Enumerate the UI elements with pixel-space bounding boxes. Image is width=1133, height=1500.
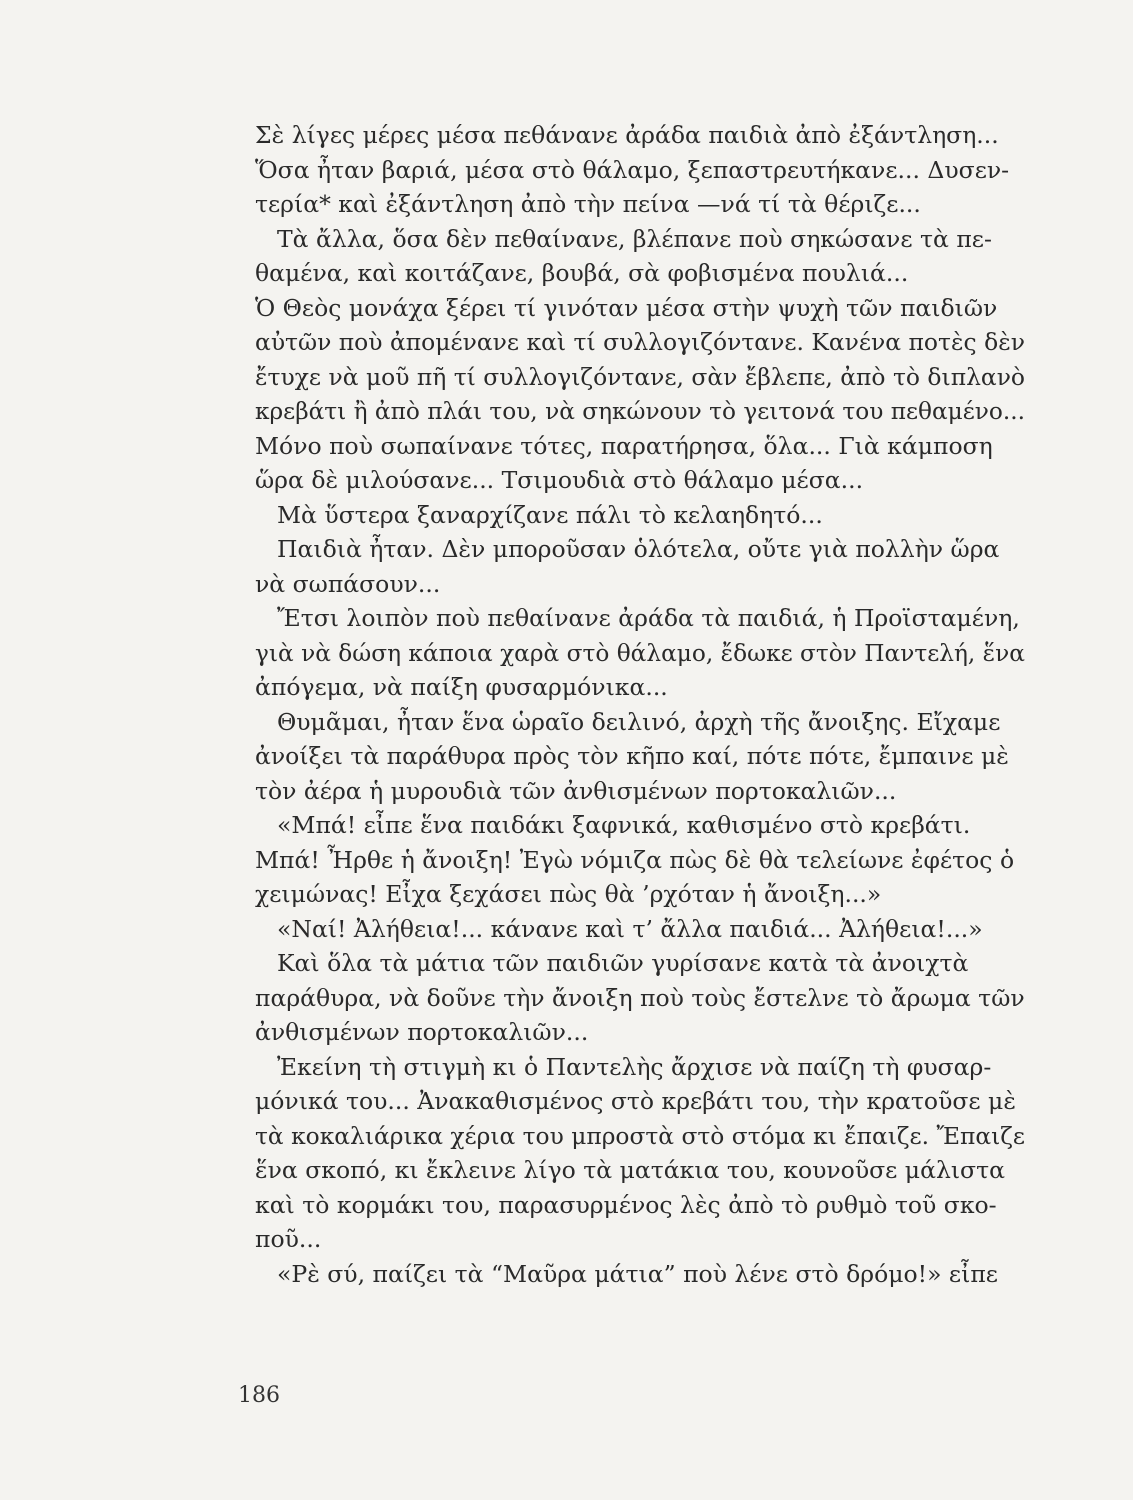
text-line: Θυμᾶμαι, ἦταν ἕνα ὡραῖο δειλινό, ἀρχὴ τῆς ἄνοιξης. Εἴχαμε xyxy=(277,707,1001,736)
text-line: καὶ τὸ κορμάκι του, παρασυρμένος λὲς ἀπὸ τὸ ρυθμὸ τοῦ σκο- xyxy=(255,1190,997,1219)
text-line: «Ρὲ σύ, παίζει τὰ “Μαῦρα μάτια” ποὺ λένε στὸ δρόμο!» εἶπε xyxy=(277,1259,998,1288)
text-line: Ὅσα ἦταν βαριά, μέσα στὸ θάλαμο, ξεπαστρευτήκανε... Δυσεν- xyxy=(255,155,1010,184)
text-line: ἔτυχε νὰ μοῦ πῆ τί συλλογιζόντανε, σὰν ἔβλεπε, ἀπὸ τὸ διπλανὸ xyxy=(255,362,1026,391)
text-line: τὸν ἀέρα ἡ μυρουδιὰ τῶν ἀνθισμένων πορτοκαλιῶν... xyxy=(255,776,897,805)
text-line: μόνικά του... Ἀνακαθισμένος στὸ κρεβάτι του, τὴν κρατοῦσε μὲ xyxy=(255,1087,1016,1115)
text-line: νὰ σωπάσουν... xyxy=(255,569,441,598)
text-line: Μπά! Ἦρθε ἡ ἄνοιξη! Ἐγὼ νόμιζα πὼς δὲ θὰ τελείωνε ἐφέτος ὁ xyxy=(255,845,1015,874)
text-line: χειμώνας! Εἶχα ξεχάσει πὼς θὰ ’ρχόταν ἡ ἄνοιξη...» xyxy=(255,880,882,908)
body-text xyxy=(255,118,1025,1291)
text-line: Ὁ Θεὸς μονάχα ξέρει τί γινόταν μέσα στὴν ψυχὴ τῶν παιδιῶν xyxy=(255,293,998,322)
text-line: ἀνθισμένων πορτοκαλιῶν... xyxy=(255,1018,589,1046)
text-line: Ἔτσι λοιπὸν ποὺ πεθαίνανε ἀράδα τὰ παιδιά, ἡ Προϊσταμένη, xyxy=(277,604,1020,632)
text-line: Ἐκείνη τὴ στιγμὴ κι ὁ Παντελὴς ἄρχισε νὰ παίζη τὴ φυσαρ- xyxy=(277,1052,992,1081)
text-line: «Μπά! εἶπε ἕνα παιδάκι ξαφνικά, καθισμένο στὸ κρεβάτι. xyxy=(277,811,971,839)
page-number: 186 xyxy=(238,1383,280,1408)
text-line: θαμένα, καὶ κοιτάζανε, βουβά, σὰ φοβισμένα πουλιά... xyxy=(255,259,909,287)
text-line: «Ναί! Ἀλήθεια!... κάνανε καὶ τ’ ἄλλα παιδιά... Ἀλήθεια!...» xyxy=(277,914,983,943)
text-line: παράθυρα, νὰ δοῦνε τὴν ἄνοιξη ποὺ τοὺς ἔστελνε τὸ ἄρωμα τῶν xyxy=(255,983,1025,1012)
text-line: Τὰ ἄλλα, ὅσα δὲν πεθαίνανε, βλέπανε ποὺ σηκώσανε τὰ πε- xyxy=(277,224,992,253)
text-line: ἀνοίξει τὰ παράθυρα πρὸς τὸν κῆπο καί, πότε πότε, ἔμπαινε μὲ xyxy=(255,742,1009,770)
text-line: ὥρα δὲ μιλούσανε... Τσιμουδιὰ στὸ θάλαμο μέσα... xyxy=(255,466,864,494)
text-line: αὐτῶν ποὺ ἀπομένανε καὶ τί συλλογιζόντανε. Κανένα ποτὲς δὲν xyxy=(255,328,1025,356)
text-line: κρεβάτι ἢ ἀπὸ πλάι του, νὰ σηκώνουν τὸ γειτονά του πεθαμένο... xyxy=(255,397,1026,425)
text-line: γιὰ νὰ δώση κάποια χαρὰ στὸ θάλαμο, ἔδωκε στὸν Παντελή, ἕνα xyxy=(255,638,1025,667)
text-line: Μὰ ὕστερα ξαναρχίζανε πάλι τὸ κελαηδητό... xyxy=(277,500,823,529)
text-line: τὰ κοκαλιάρικα χέρια του μπροστὰ στὸ στόμα κι ἔπαιζε. Ἔπαιζε xyxy=(255,1121,1025,1150)
text-line: ἀπόγεμα, νὰ παίξη φυσαρμόνικα... xyxy=(255,673,668,701)
text-line: ἕνα σκοπό, κι ἔκλεινε λίγο τὰ ματάκια του, κουνοῦσε μάλιστα xyxy=(255,1156,1005,1184)
text-line: Παιδιὰ ἦταν. Δὲν μποροῦσαν ὁλότελα, οὔτε γιὰ πολλὴν ὥρα xyxy=(277,535,1000,563)
text-line: Σὲ λίγες μέρες μέσα πεθάνανε ἀράδα παιδιὰ ἀπὸ ἐξάντληση... xyxy=(255,121,999,149)
text-line: Καὶ ὅλα τὰ μάτια τῶν παιδιῶν γυρίσανε κατὰ τὰ ἀνοιχτὰ xyxy=(277,949,969,977)
text-line: τερία* καὶ ἐξάντληση ἀπὸ τὴν πείνα —νά τί τὰ θέριζε... xyxy=(255,190,921,218)
text-line: Μόνο ποὺ σωπαίνανε τότες, παρατήρησα, ὅλα... Γιὰ κάμποση xyxy=(255,431,993,460)
text-line: ποῦ... xyxy=(255,1225,322,1253)
